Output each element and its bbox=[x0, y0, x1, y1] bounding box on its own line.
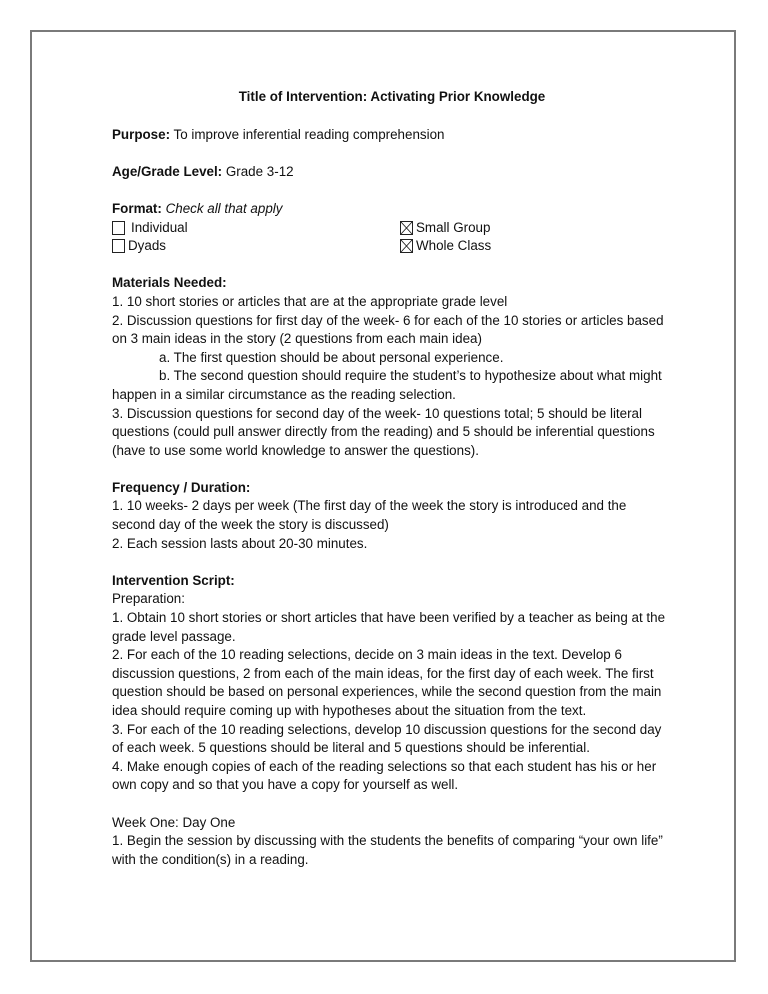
week-one-heading: Week One: Day One bbox=[112, 814, 236, 830]
format-option-whole-class[interactable] bbox=[400, 237, 672, 256]
materials-item: 3. Discussion questions for second day of the week- 10 questions total; 5 should be literal questions (could pull answer directly from the reading) and 5 should be inferential questions (have to use some world knowledge to answer the questions). bbox=[112, 405, 655, 458]
materials-heading: Materials Needed: bbox=[112, 275, 227, 291]
week-one-item: 1. Begin the session by discussing with the students the benefits of comparing “your own life” with the condition(s) in a reading. bbox=[112, 833, 663, 867]
script-item: 1. Obtain 10 short stories or short articles that have been verified by a teacher as being at the grade level passage. bbox=[112, 610, 666, 644]
document-title: Title of Intervention: Activating Prior Knowledge bbox=[238, 89, 546, 104]
materials-section bbox=[112, 274, 672, 460]
format-option-label: Dyads bbox=[128, 238, 166, 254]
week-one-section bbox=[112, 814, 672, 870]
materials-subitem: b. The second question should require the student’s to hypothesize about what might happen in a similar circumstance as the reading selection. bbox=[112, 368, 662, 402]
script-item: 4. Make enough copies of each of the reading selections so that each student has his or her own copy and so that you have a copy for yourself as well. bbox=[112, 758, 657, 793]
format-line bbox=[112, 200, 672, 219]
frequency-item: 2. Each session lasts about 20-30 minutes. bbox=[112, 535, 368, 551]
script-section bbox=[112, 572, 672, 795]
checkbox-unchecked-icon[interactable] bbox=[112, 221, 125, 235]
format-option-label: Individual bbox=[131, 219, 188, 235]
checkbox-checked-icon[interactable] bbox=[400, 239, 413, 253]
script-item: 3. For each of the 10 reading selections, develop 10 discussion questions for the second day of each week. 5 questions should be literal and 5 questions should be inferential. bbox=[112, 721, 662, 756]
grade-level-label: Age/Grade Level: bbox=[112, 163, 223, 179]
purpose-line bbox=[112, 126, 672, 145]
materials-item: 2. Discussion questions for first day of the week- 6 for each of the 10 stories or articles based on 3 main ideas in the story (2 questions from each main idea) bbox=[112, 312, 664, 347]
checkbox-unchecked-icon[interactable] bbox=[112, 239, 125, 253]
format-note: Check all that apply bbox=[165, 200, 283, 216]
document-body bbox=[112, 88, 672, 888]
format-option-label: Whole Class bbox=[416, 238, 492, 254]
format-option-label: Small Group bbox=[416, 219, 491, 235]
script-item: 2. For each of the 10 reading selections, decide on 3 main ideas in the text. Develop 6 discussion questions, 2 from each of the main ideas, for the first day of each week. The first question should be based on personal experiences, while the second question from the main idea should require coming up with hypotheses about the situation from the text. bbox=[112, 647, 662, 718]
format-label: Format: bbox=[112, 200, 162, 216]
script-subheading: Preparation: bbox=[112, 591, 185, 607]
materials-subitem: a. The first question should be about personal experience. bbox=[159, 349, 504, 365]
purpose-text: To improve inferential reading comprehension bbox=[170, 126, 445, 142]
format-option-dyads[interactable] bbox=[112, 237, 400, 256]
format-option-small-group[interactable] bbox=[400, 219, 672, 238]
grade-level-text: Grade 3-12 bbox=[222, 163, 294, 179]
script-heading: Intervention Script: bbox=[112, 572, 235, 588]
materials-item: 1. 10 short stories or articles that are at the appropriate grade level bbox=[112, 293, 508, 309]
frequency-item: 1. 10 weeks- 2 days per week (The first day of the week the story is introduced and the second day of the week the story is discussed) bbox=[112, 498, 627, 533]
grade-level-line bbox=[112, 163, 672, 182]
frequency-section bbox=[112, 479, 672, 553]
purpose-label: Purpose: bbox=[112, 126, 171, 142]
format-option-individual[interactable] bbox=[112, 219, 400, 238]
format-options bbox=[112, 219, 672, 256]
checkbox-checked-icon[interactable] bbox=[400, 221, 413, 235]
frequency-heading: Frequency / Duration: bbox=[112, 479, 251, 495]
